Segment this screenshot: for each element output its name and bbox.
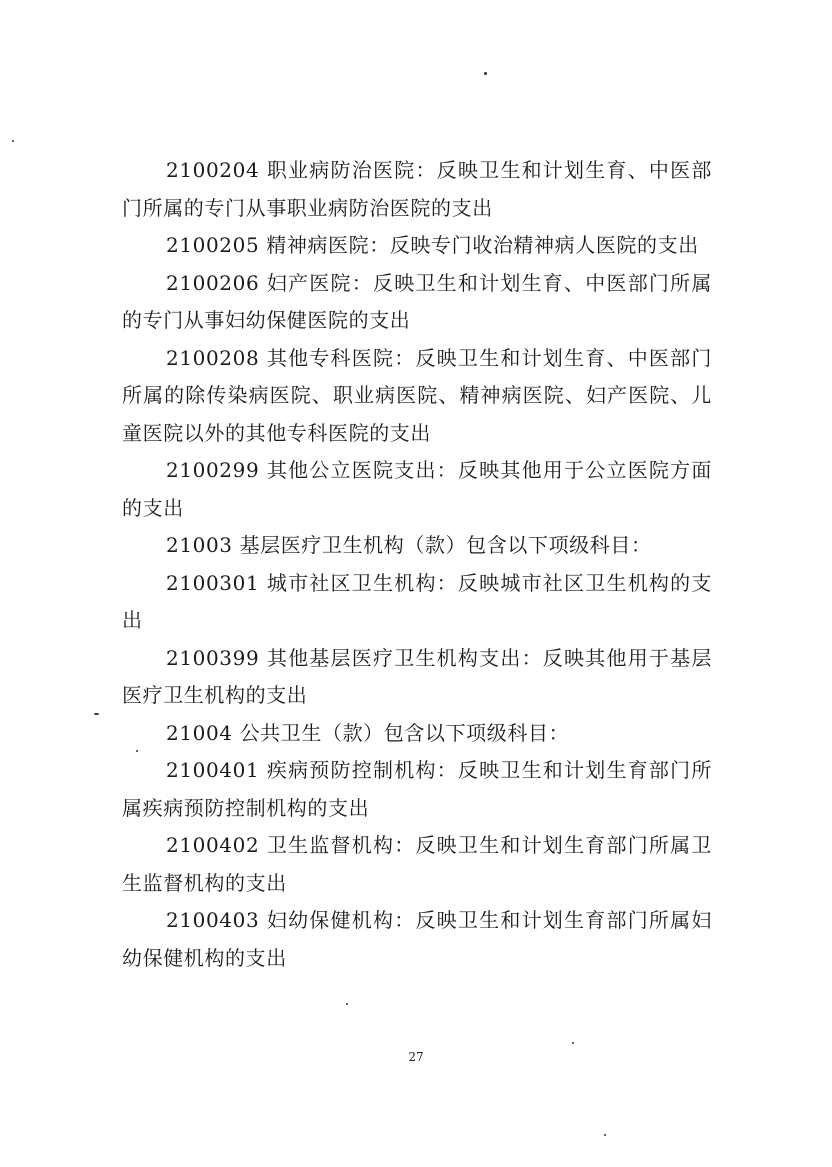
paragraph: 2100399 其他基层医疗卫生机构支出：反映其他用于基层医疗卫生机构的支出 bbox=[122, 645, 712, 707]
paragraph: 2100208 其他专科医院：反映卫生和计划生育、中医部门所属的除传染病医院、职业病医院、精神病医院、妇产医院、儿童医院以外的其他专科医院的支出 bbox=[122, 345, 712, 445]
scan-speck bbox=[346, 1003, 348, 1005]
paragraph: 2100401 疾病预防控制机构：反映卫生和计划生育部门所属疾病预防控制机构的支出 bbox=[122, 758, 712, 820]
body-text bbox=[122, 152, 712, 977]
paragraph: 21004 公共卫生（款）包含以下项级科目： bbox=[166, 720, 570, 745]
scan-speck bbox=[12, 140, 14, 142]
scan-speck bbox=[572, 1042, 574, 1044]
scan-speck bbox=[484, 72, 487, 75]
paragraph: 2100403 妇幼保健机构：反映卫生和计划生育部门所属妇幼保健机构的支出 bbox=[122, 908, 712, 970]
paragraph: 21003 基层医疗卫生机构（款）包含以下项级科目： bbox=[166, 533, 652, 557]
paragraph: 2100204 职业病防治医院：反映卫生和计划生育、中医部门所属的专门从事职业病防治医院的支出 bbox=[122, 158, 712, 220]
scan-speck bbox=[94, 713, 99, 715]
page-number: 27 bbox=[408, 1050, 424, 1064]
paragraph: 2100205 精神病医院：反映专门收治精神病人医院的支出 bbox=[166, 233, 699, 257]
paragraph: 2100301 城市社区卫生机构：反映城市社区卫生机构的支出 bbox=[122, 570, 712, 632]
paragraph: 2100402 卫生监督机构：反映卫生和计划生育部门所属卫生监督机构的支出 bbox=[122, 833, 712, 895]
paragraph: 2100299 其他公立医院支出：反映其他用于公立医院方面的支出 bbox=[122, 458, 712, 520]
paragraph: 2100206 妇产医院：反映卫生和计划生育、中医部门所属的专门从事妇幼保健医院的支出 bbox=[122, 270, 712, 332]
scan-speck bbox=[604, 1134, 606, 1136]
